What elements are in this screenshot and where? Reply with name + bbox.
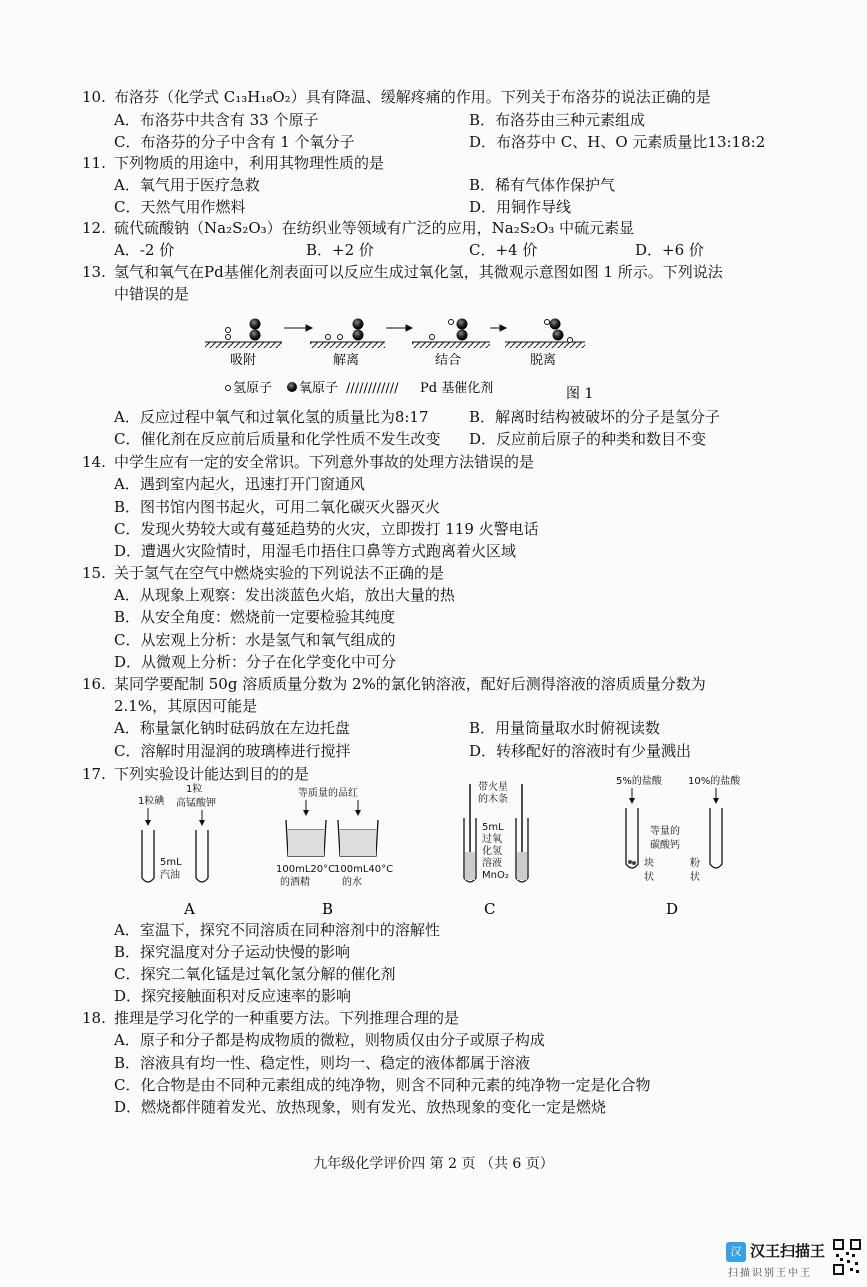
question-stem: 某同学要配制 50g 溶质质量分数为 2%的氯化钠溶液，配好后测得溶液的溶质质量分数为 <box>114 675 706 693</box>
label-splint-line2: 的木条 <box>478 794 508 805</box>
option-d: D．探究接触面积对反应速率的影响 <box>114 987 352 1005</box>
option-a: A．从现象上观察：发出淡蓝色火焰，放出大量的热 <box>114 586 455 604</box>
label-c4: 过氧 <box>482 834 502 845</box>
question-stem-continued: 2.1%，其原因可能是 <box>114 697 258 715</box>
option-b: B．+2 价 <box>306 241 374 259</box>
legend-oxygen: 氧原子 <box>299 381 339 396</box>
question-number: 17. <box>82 765 106 783</box>
option-c: C．催化剂在反应前后质量和化学性质不发生改变 <box>114 430 441 448</box>
question-10 <box>82 87 711 108</box>
experiment-a <box>138 782 216 918</box>
stage-dissociation-molecules <box>326 319 364 341</box>
step-label: 解离 <box>333 353 360 368</box>
label-mno2: MnO₂ <box>482 870 509 881</box>
label-kmno4-line2: 高锰酸钾 <box>176 798 216 809</box>
scanner-app-name: 汉王扫描王 <box>750 1242 826 1260</box>
question-stem: 中学生应有一定的安全常识。下列意外事故的处理方法错误的是 <box>114 453 535 471</box>
question-13 <box>82 262 723 283</box>
option-b: B．溶液具有均一性、稳定性，则均一、稳定的液体都属于溶液 <box>114 1054 531 1072</box>
figure-label-c: C <box>484 900 496 918</box>
label-right-beaker-line1: 100mL40°C <box>334 864 394 875</box>
label-c3: 5mL <box>482 822 504 833</box>
label-left-beaker-line1: 100mL20°C <box>276 864 336 875</box>
question-stem: 推理是学习化学的一种重要方法。下列推理合理的是 <box>114 1009 460 1027</box>
step-label: 吸附 <box>230 353 257 368</box>
option-a: A．称量氯化钠时砝码放在左边托盘 <box>114 719 350 737</box>
step-label: 结合 <box>435 353 462 368</box>
option-c: C．发现火势较大或有蔓延趋势的火灾，立即拨打 119 火警电话 <box>114 520 539 538</box>
option-a: A．布洛芬中共含有 33 个原子 <box>114 111 319 129</box>
option-a: A．反应过程中氧气和过氧化氢的质量比为8:17 <box>114 408 429 426</box>
label-equal-amount: 等量的 <box>650 826 680 837</box>
q17-experiment-figure <box>120 768 740 920</box>
stage-combination-molecules <box>430 319 468 341</box>
stage-desorption-molecules <box>545 319 573 343</box>
option-c: C．布洛芬的分子中含有 1 个氧分子 <box>114 133 355 151</box>
option-d: D．+6 价 <box>635 241 704 259</box>
option-c: C．天然气用作燃料 <box>114 198 246 216</box>
option-b: B．稀有气体作保护气 <box>469 176 616 194</box>
scanner-slogan: 扫描识别王中王 <box>728 1268 812 1279</box>
page-footer: 九年级化学评价四 第 2 页 （共 6 页） <box>313 1156 554 1172</box>
label-left-beaker-line2: 的酒精 <box>280 877 310 888</box>
figure-label: 图 1 <box>566 386 594 402</box>
question-stem: 下列物质的用途中，利用其物理性质的是 <box>114 154 385 172</box>
label-caco3: 碳酸钙 <box>650 840 680 851</box>
experiment-b <box>276 786 393 918</box>
option-d: D．遭遇火灾险情时，用湿毛巾捂住口鼻等方式跑离着火区域 <box>114 542 517 560</box>
question-stem: 硫代硫酸钠（Na₂S₂O₃）在纺织业等领域有广泛的应用，Na₂S₂O₃ 中硫元素显 <box>114 219 635 237</box>
qr-code-icon <box>832 1238 862 1276</box>
question-stem: 氢气和氧气在Pd基催化剂表面可以反应生成过氧化氢，其微观示意图如图 1 所示。下列说法 <box>114 263 723 281</box>
option-b: B．布洛芬由三种元素组成 <box>469 111 646 129</box>
option-b: B．图书馆内图书起火，可用二氧化碳灭火器灭火 <box>114 498 441 516</box>
scanner-watermark <box>724 1238 864 1282</box>
question-stem-continued: 中错误的是 <box>114 285 190 303</box>
arrow-icon <box>284 325 506 331</box>
option-b: B．用量筒量取水时俯视读数 <box>469 719 661 737</box>
question-number: 14. <box>82 453 106 471</box>
label-iodine: 1粒碘 <box>138 796 165 807</box>
option-a: A．室温下，探究不同溶质在同种溶剂中的溶解性 <box>114 921 440 939</box>
catalyst-surface <box>205 342 585 348</box>
question-12 <box>82 218 634 239</box>
option-d: D．用铜作导线 <box>469 198 572 216</box>
figure-label-a: A <box>184 900 195 918</box>
option-d: D．转移配好的溶液时有少量溅出 <box>469 742 692 760</box>
experiment-c <box>464 780 528 918</box>
question-number: 12. <box>82 219 106 237</box>
option-a: A．氧气用于医疗急救 <box>114 176 260 194</box>
question-11 <box>82 153 384 174</box>
question-stem: 关于氢气在空气中燃烧实验的下列说法不正确的是 <box>114 564 445 582</box>
figure-1-diagram <box>200 316 620 404</box>
figure-label-b: B <box>322 900 334 918</box>
question-number: 10. <box>82 88 106 106</box>
label-equal-mass-dye: 等质量的品红 <box>298 788 358 799</box>
label-solvent: 汽油 <box>160 870 180 881</box>
label-right-beaker-line2: 的水 <box>342 877 362 888</box>
hydrogen-atom-icon <box>226 386 231 391</box>
question-stem: 下列实验设计能达到目的的是 <box>114 765 310 783</box>
legend-catalyst: Pd 基催化剂 <box>420 381 494 396</box>
option-a: A．-2 价 <box>114 241 175 259</box>
option-c: C．溶解时用湿润的玻璃棒进行搅拌 <box>114 742 351 760</box>
question-16 <box>82 674 706 695</box>
question-18 <box>82 1008 459 1029</box>
oxygen-atom-icon <box>287 382 297 392</box>
option-c: C．+4 价 <box>469 241 538 259</box>
question-stem: 布洛芬（化学式 C₁₃H₁₈O₂）具有降温、缓解疼痛的作用。下列关于布洛芬的说法正确的是 <box>114 88 711 106</box>
option-b: B．从安全角度：燃烧前一定要检验其纯度 <box>114 608 396 626</box>
figure-label-d: D <box>666 900 679 918</box>
label-splint-line1: 带火星 <box>478 782 508 793</box>
label-10pct-hcl: 10%的盐酸 <box>688 776 740 787</box>
label-powder-1: 粉 <box>690 858 700 869</box>
option-b: B．解离时结构被破坏的分子是氢分子 <box>469 408 721 426</box>
question-15 <box>82 563 444 584</box>
option-c: C．探究二氧化锰是过氧化氢分解的催化剂 <box>114 965 396 983</box>
option-d: D．布洛芬中 C、H、O 元素质量比13:18:2 <box>469 133 766 151</box>
option-d: D．反应前后原子的种类和数目不变 <box>469 430 707 448</box>
label-5pct-hcl: 5%的盐酸 <box>616 776 662 787</box>
label-block-1: 块 <box>644 858 654 869</box>
question-number: 15. <box>82 564 106 582</box>
label-powder-2: 状 <box>690 872 700 883</box>
label-c6: 溶液 <box>482 858 502 869</box>
option-c: C．从宏观上分析：水是氢气和氧气组成的 <box>114 631 396 649</box>
question-number: 11. <box>82 154 106 172</box>
step-label: 脱离 <box>530 353 557 368</box>
option-d: D．从微观上分析：分子在化学变化中可分 <box>114 653 397 671</box>
label-kmno4-line1: 1粒 <box>186 784 203 795</box>
option-d: D．燃烧都伴随着发光、放热现象，则有发光、放热现象的变化一定是燃烧 <box>114 1098 607 1116</box>
stage-adsorption-molecules <box>226 319 261 341</box>
question-14 <box>82 452 534 473</box>
option-a: A．遇到室内起火，迅速打开门窗通风 <box>114 475 365 493</box>
question-number: 18. <box>82 1009 106 1027</box>
scanner-logo-icon: 汉 <box>726 1242 746 1262</box>
label-volume: 5mL <box>160 857 182 868</box>
legend-hydrogen: 氢原子 <box>233 381 273 396</box>
option-c: C．化合物是由不同种元素组成的纯净物，则含不同种元素的纯净物一定是化合物 <box>114 1076 651 1094</box>
option-a: A．原子和分子都是构成物质的微粒，则物质仅由分子或原子构成 <box>114 1031 545 1049</box>
label-block-2: 状 <box>644 872 654 883</box>
label-c5: 化氢 <box>482 846 502 857</box>
hatch-icon: //////////// <box>346 381 399 396</box>
option-b: B．探究温度对分子运动快慢的影响 <box>114 943 351 961</box>
question-number: 13. <box>82 263 106 281</box>
experiment-d <box>616 774 740 918</box>
question-number: 16. <box>82 675 106 693</box>
